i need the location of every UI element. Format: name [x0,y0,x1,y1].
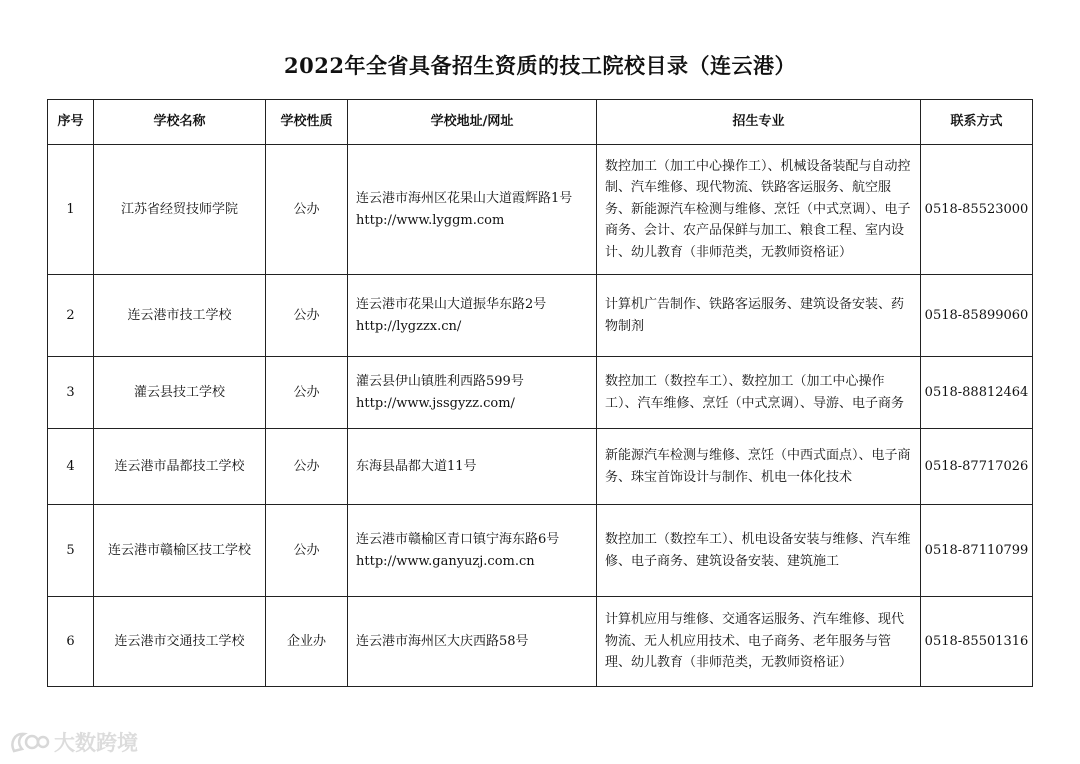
school-url: http://lygzzx.cn/ [356,318,462,334]
row-no: 5 [48,505,94,597]
school-url: http://www.jssgyzz.com/ [356,395,515,411]
school-name: 连云港市交通技工学校 [94,597,266,687]
school-majors: 数控加工（加工中心操作工）、机械设备装配与自动控制、汽车维修、现代物流、铁路客运服务、航空服务、新能源汽车检测与维修、烹饪（中式烹调）、电子商务、会计、农产品保鲜与加工、粮食工程、室内设计、幼儿教育（非师范类，无教师资格证） [597,145,921,275]
school-type: 公办 [266,505,348,597]
school-address-cell [348,505,597,597]
header-contact: 联系方式 [921,100,1033,145]
row-no: 3 [48,357,94,429]
school-address: 灌云县伊山镇胜利西路599号 [356,374,524,390]
table-row [48,357,1033,429]
header-type: 学校性质 [266,100,348,145]
school-type: 公办 [266,429,348,505]
school-type: 公办 [266,275,348,357]
row-no: 6 [48,597,94,687]
school-address: 东海县晶都大道11号 [356,458,477,474]
school-phone: 0518-88812464 [921,357,1033,429]
school-address-cell [348,275,597,357]
school-name: 连云港市技工学校 [94,275,266,357]
school-type: 企业办 [266,597,348,687]
school-name: 连云港市晶都技工学校 [94,429,266,505]
row-no: 4 [48,429,94,505]
header-name: 学校名称 [94,100,266,145]
school-phone: 0518-85899060 [921,275,1033,357]
table-row [48,275,1033,357]
row-no: 2 [48,275,94,357]
school-url: http://www.ganyuzj.com.cn [356,553,535,569]
school-address-cell [348,357,597,429]
school-name: 江苏省经贸技师学院 [94,145,266,275]
school-phone: 0518-85501316 [921,597,1033,687]
school-majors: 新能源汽车检测与维修、烹饪（中西式面点）、电子商务、珠宝首饰设计与制作、机电一体化技术 [597,429,921,505]
table-row [48,597,1033,687]
school-phone: 0518-85523000 [921,145,1033,275]
header-no: 序号 [48,100,94,145]
school-address: 连云港市赣榆区青口镇宁海东路6号 [356,532,560,548]
brand-logo-icon [8,729,50,755]
table-row [48,429,1033,505]
school-type: 公办 [266,357,348,429]
school-address: 连云港市海州区大庆西路58号 [356,633,529,649]
school-majors: 计算机广告制作、铁路客运服务、建筑设备安装、药物制剂 [597,275,921,357]
school-phone: 0518-87110799 [921,505,1033,597]
school-majors: 数控加工（数控车工）、机电设备安装与维修、汽车维修、电子商务、建筑设备安装、建筑施工 [597,505,921,597]
school-phone: 0518-87717026 [921,429,1033,505]
school-address: 连云港市海州区花果山大道霞辉路1号 [356,191,573,207]
watermark-text: 大数跨境 [54,731,138,755]
school-address: 连云港市花果山大道振华东路2号 [356,297,547,313]
schools-table [47,99,1033,687]
school-name: 灌云县技工学校 [94,357,266,429]
school-majors: 计算机应用与维修、交通客运服务、汽车维修、现代物流、无人机应用技术、电子商务、老年服务与管理、幼儿教育（非师范类，无教师资格证） [597,597,921,687]
school-name: 连云港市赣榆区技工学校 [94,505,266,597]
school-majors: 数控加工（数控车工）、数控加工（加工中心操作工）、汽车维修、烹饪（中式烹调）、导游、电子商务 [597,357,921,429]
watermark [8,728,138,756]
header-address: 学校地址/网址 [348,100,597,145]
table-row [48,505,1033,597]
document-title: 2022年全省具备招生资质的技工院校目录（连云港） [284,53,796,78]
school-url: http://www.lyggm.com [356,212,505,228]
table-header-row [48,100,1033,145]
row-no: 1 [48,145,94,275]
school-address-cell [348,145,597,275]
school-address-cell [348,597,597,687]
school-type: 公办 [266,145,348,275]
school-address-cell [348,429,597,505]
table-row [48,145,1033,275]
header-majors: 招生专业 [597,100,921,145]
